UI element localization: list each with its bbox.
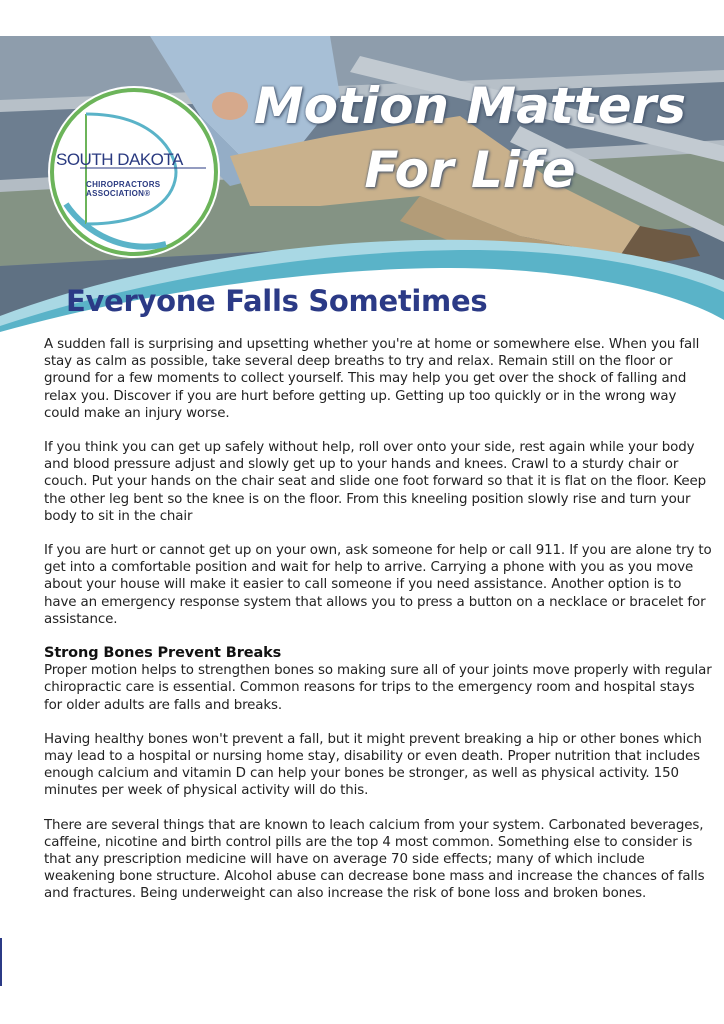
article-body — [44, 336, 716, 920]
paragraph: If you are hurt or cannot get up on your own, ask someone for help or call 911. If you are alone try to get into a comfortable position and wait for help to arrive. Carrying a phone with you as you move about your house will make it easier to call someone if you need assistance. Another option is to have an emergency response system that allows you to press a button on a necklace or bracelet for assistance. — [44, 543, 712, 627]
article-title: Everyone Falls Sometimes — [66, 284, 488, 318]
logo-text — [56, 150, 226, 198]
association-logo — [46, 84, 222, 260]
margin-rule — [0, 938, 2, 986]
headline-line1: Motion Matters — [253, 77, 687, 135]
logo-state: SOUTH DAKOTA — [56, 150, 183, 169]
paragraph: A sudden fall is surprising and upsetting whether you're at home or somewhere else. When you fall stay as calm as possible, take several deep breaths to try and relax. Remain still on the floor or ground for a few moments to collect yourself. This may help you get over the shock of falling and relax you. Discover if you are hurt before getting up. Getting up too quickly or in the wrong way could make an injury worse. — [44, 337, 700, 421]
paragraph: There are several things that are known to leach calcium from your system. Carbonated beverages, caffeine, nicotine and birth control pills are the top 4 most common. Something else to consider is that any prescription medicine will have on average 70 side effects; many of which include weakening bone structure. Alcohol abuse can decrease bone mass and increase the chances of falls and fractures. Being underweight can also increase the risk of bone loss and broken bones. — [44, 817, 705, 902]
paragraph: If you think you can get up safely without help, roll over onto your side, rest again while your body and blood pressure adjust and slowly get up to your hands and knees. Crawl to a sturdy chair or couch. Put your hands on the chair seat and slide one foot forward so that it is flat on the floor. Keep the other leg bent so the knee is on the floor. From this kneeling position slowly rise and turn your body to sit in the chair — [44, 440, 706, 524]
logo-association: ASSOCIATION® — [86, 189, 151, 198]
paragraph: Having healthy bones won't prevent a fall, but it might prevent breaking a hip or other bones which may lead to a hospital or nursing home stay, disability or even death. Proper nutrition that includes enough calcium and vitamin D can help your bones be stronger, as well as physical activity. 150 minutes per week of physical activity will do this. — [44, 731, 702, 799]
logo-chiropractors: CHIROPRACTORS — [86, 180, 161, 189]
subheading: Strong Bones Prevent Breaks — [44, 645, 282, 662]
headline-line2: For Life — [364, 141, 576, 199]
paragraph: Proper motion helps to strengthen bones so making sure all of your joints move properly with regular chiropractic care is essential. Common reasons for trips to the emergency room and hospital stays for older adults are falls and breaks. — [44, 663, 712, 713]
hero-headline — [250, 74, 690, 202]
